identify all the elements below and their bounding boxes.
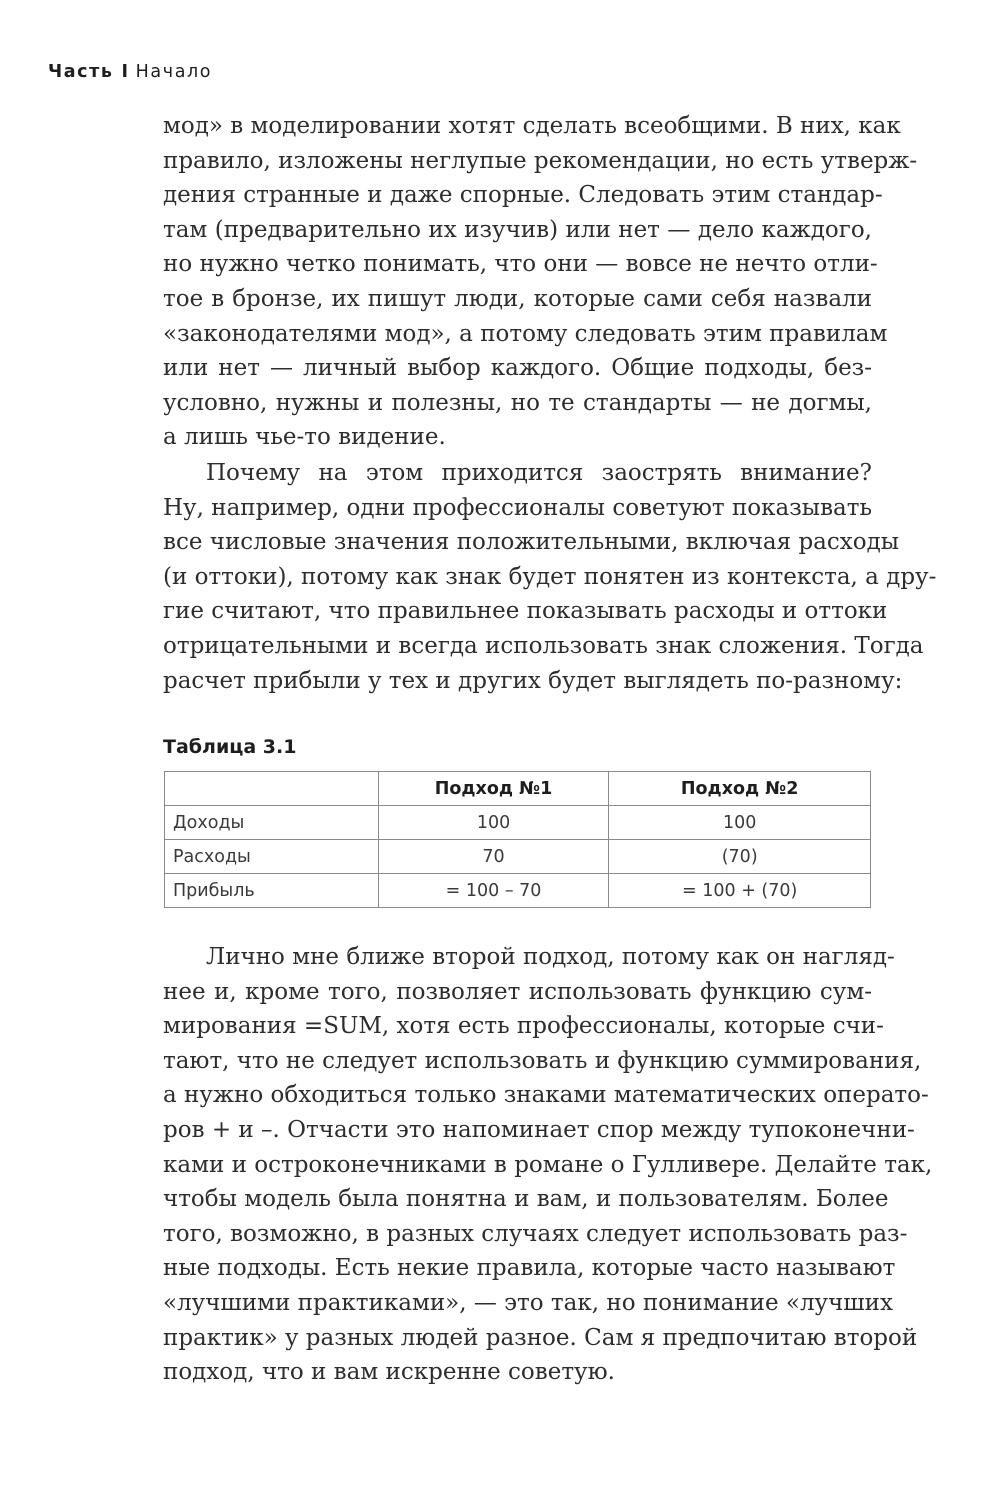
table-caption: Таблица 3.1 <box>163 736 297 758</box>
text-line: практик» у разных людей разное. Сам я предпочитаю второй <box>163 1324 918 1351</box>
text-line: но нужно четко понимать, что они — вовсе не нечто отли- <box>163 251 878 278</box>
table-cell: 100 <box>609 806 871 840</box>
text-line: тое в бронзе, их пишут люди, которые сами себя назвали <box>163 285 872 312</box>
text-line: Лично мне ближе второй подход, потому как он нагляд- <box>206 944 895 970</box>
text-line: Почему на этом приходится заострять внимание? <box>206 460 872 486</box>
text-line: гие считают, что правильнее показывать расходы и оттоки <box>163 598 888 625</box>
text-line: расчет прибыли у тех и других будет выглядеть по-разному: <box>163 667 903 694</box>
table-cell: 70 <box>378 840 609 874</box>
text-line: того, возможно, в разных случаях следует использовать раз- <box>163 1220 908 1247</box>
part-label: Часть <box>48 62 114 82</box>
data-table <box>164 771 871 908</box>
text-line: нее и, кроме того, позволяет использовать функцию сум- <box>163 978 872 1005</box>
table-row <box>165 806 871 840</box>
text-line: ные подходы. Есть некие правила, которые часто называют <box>163 1255 896 1282</box>
table-cell: = 100 – 70 <box>378 874 609 908</box>
table-row-label: Прибыль <box>165 874 379 908</box>
text-line: а лишь чье-то видение. <box>163 424 446 451</box>
text-line: там (предварительно их изучив) или нет — дело каждого, <box>163 216 872 243</box>
table-row-label: Расходы <box>165 840 379 874</box>
text-line: ками и остроконечниками в романе о Гулливере. Делайте так, <box>163 1151 933 1178</box>
paragraph-1 <box>163 109 918 455</box>
paragraph-3 <box>163 940 933 1390</box>
table-row <box>165 840 871 874</box>
text-line: (и оттоки), потому как знак будет понятен из контекста, а дру- <box>163 563 937 590</box>
text-line: Ну, например, одни профессионалы советуют показывать <box>163 494 872 521</box>
text-line: мод» в моделировании хотят сделать всеобщими. В них, как <box>163 113 901 139</box>
text-line: мирования =SUM, хотя есть профессионалы, которые счи- <box>163 1013 884 1040</box>
text-line: дения странные и даже спорные. Следовать этим стандар- <box>163 182 883 209</box>
paragraph-2 <box>163 456 937 698</box>
table-header-cell <box>165 772 379 806</box>
text-line: чтобы модель была понятна и вам, и пользователям. Более <box>163 1186 889 1213</box>
table-header-cell: Подход №2 <box>609 772 871 806</box>
text-line: условно, нужны и полезны, но те стандарты — не догмы, <box>163 389 872 416</box>
text-line: все числовые значения положительными, включая расходы <box>163 529 900 556</box>
text-line: подход, что и вам искренне советую. <box>163 1359 615 1386</box>
text-line: или нет — личный выбор каждого. Общие подходы, без- <box>163 355 872 382</box>
table-row-label: Доходы <box>165 806 379 840</box>
table-cell: 100 <box>378 806 609 840</box>
table-header-row <box>165 772 871 806</box>
text-line: отрицательными и всегда использовать знак сложения. Тогда <box>163 632 924 659</box>
table-row <box>165 874 871 908</box>
table-cell: = 100 + (70) <box>609 874 871 908</box>
text-line: правило, изложены неглупые рекомендации, но есть утверж- <box>163 147 918 174</box>
table-cell: (70) <box>609 840 871 874</box>
text-line: «законодателями мод», а потому следовать этим правилам <box>163 320 888 347</box>
part-number: I <box>121 62 130 82</box>
table-header-cell: Подход №1 <box>378 772 609 806</box>
text-line: ров + и –. Отчасти это напоминает спор между тупоконечни- <box>163 1116 915 1143</box>
text-line: а нужно обходиться только знаками математических операто- <box>163 1082 929 1109</box>
text-line: тают, что не следует использовать и функцию суммирования, <box>163 1047 922 1074</box>
running-head <box>48 62 212 82</box>
text-line: «лучшими практиками», — это так, но понимание «лучших <box>163 1289 893 1316</box>
chapter-title: Начало <box>135 62 213 82</box>
